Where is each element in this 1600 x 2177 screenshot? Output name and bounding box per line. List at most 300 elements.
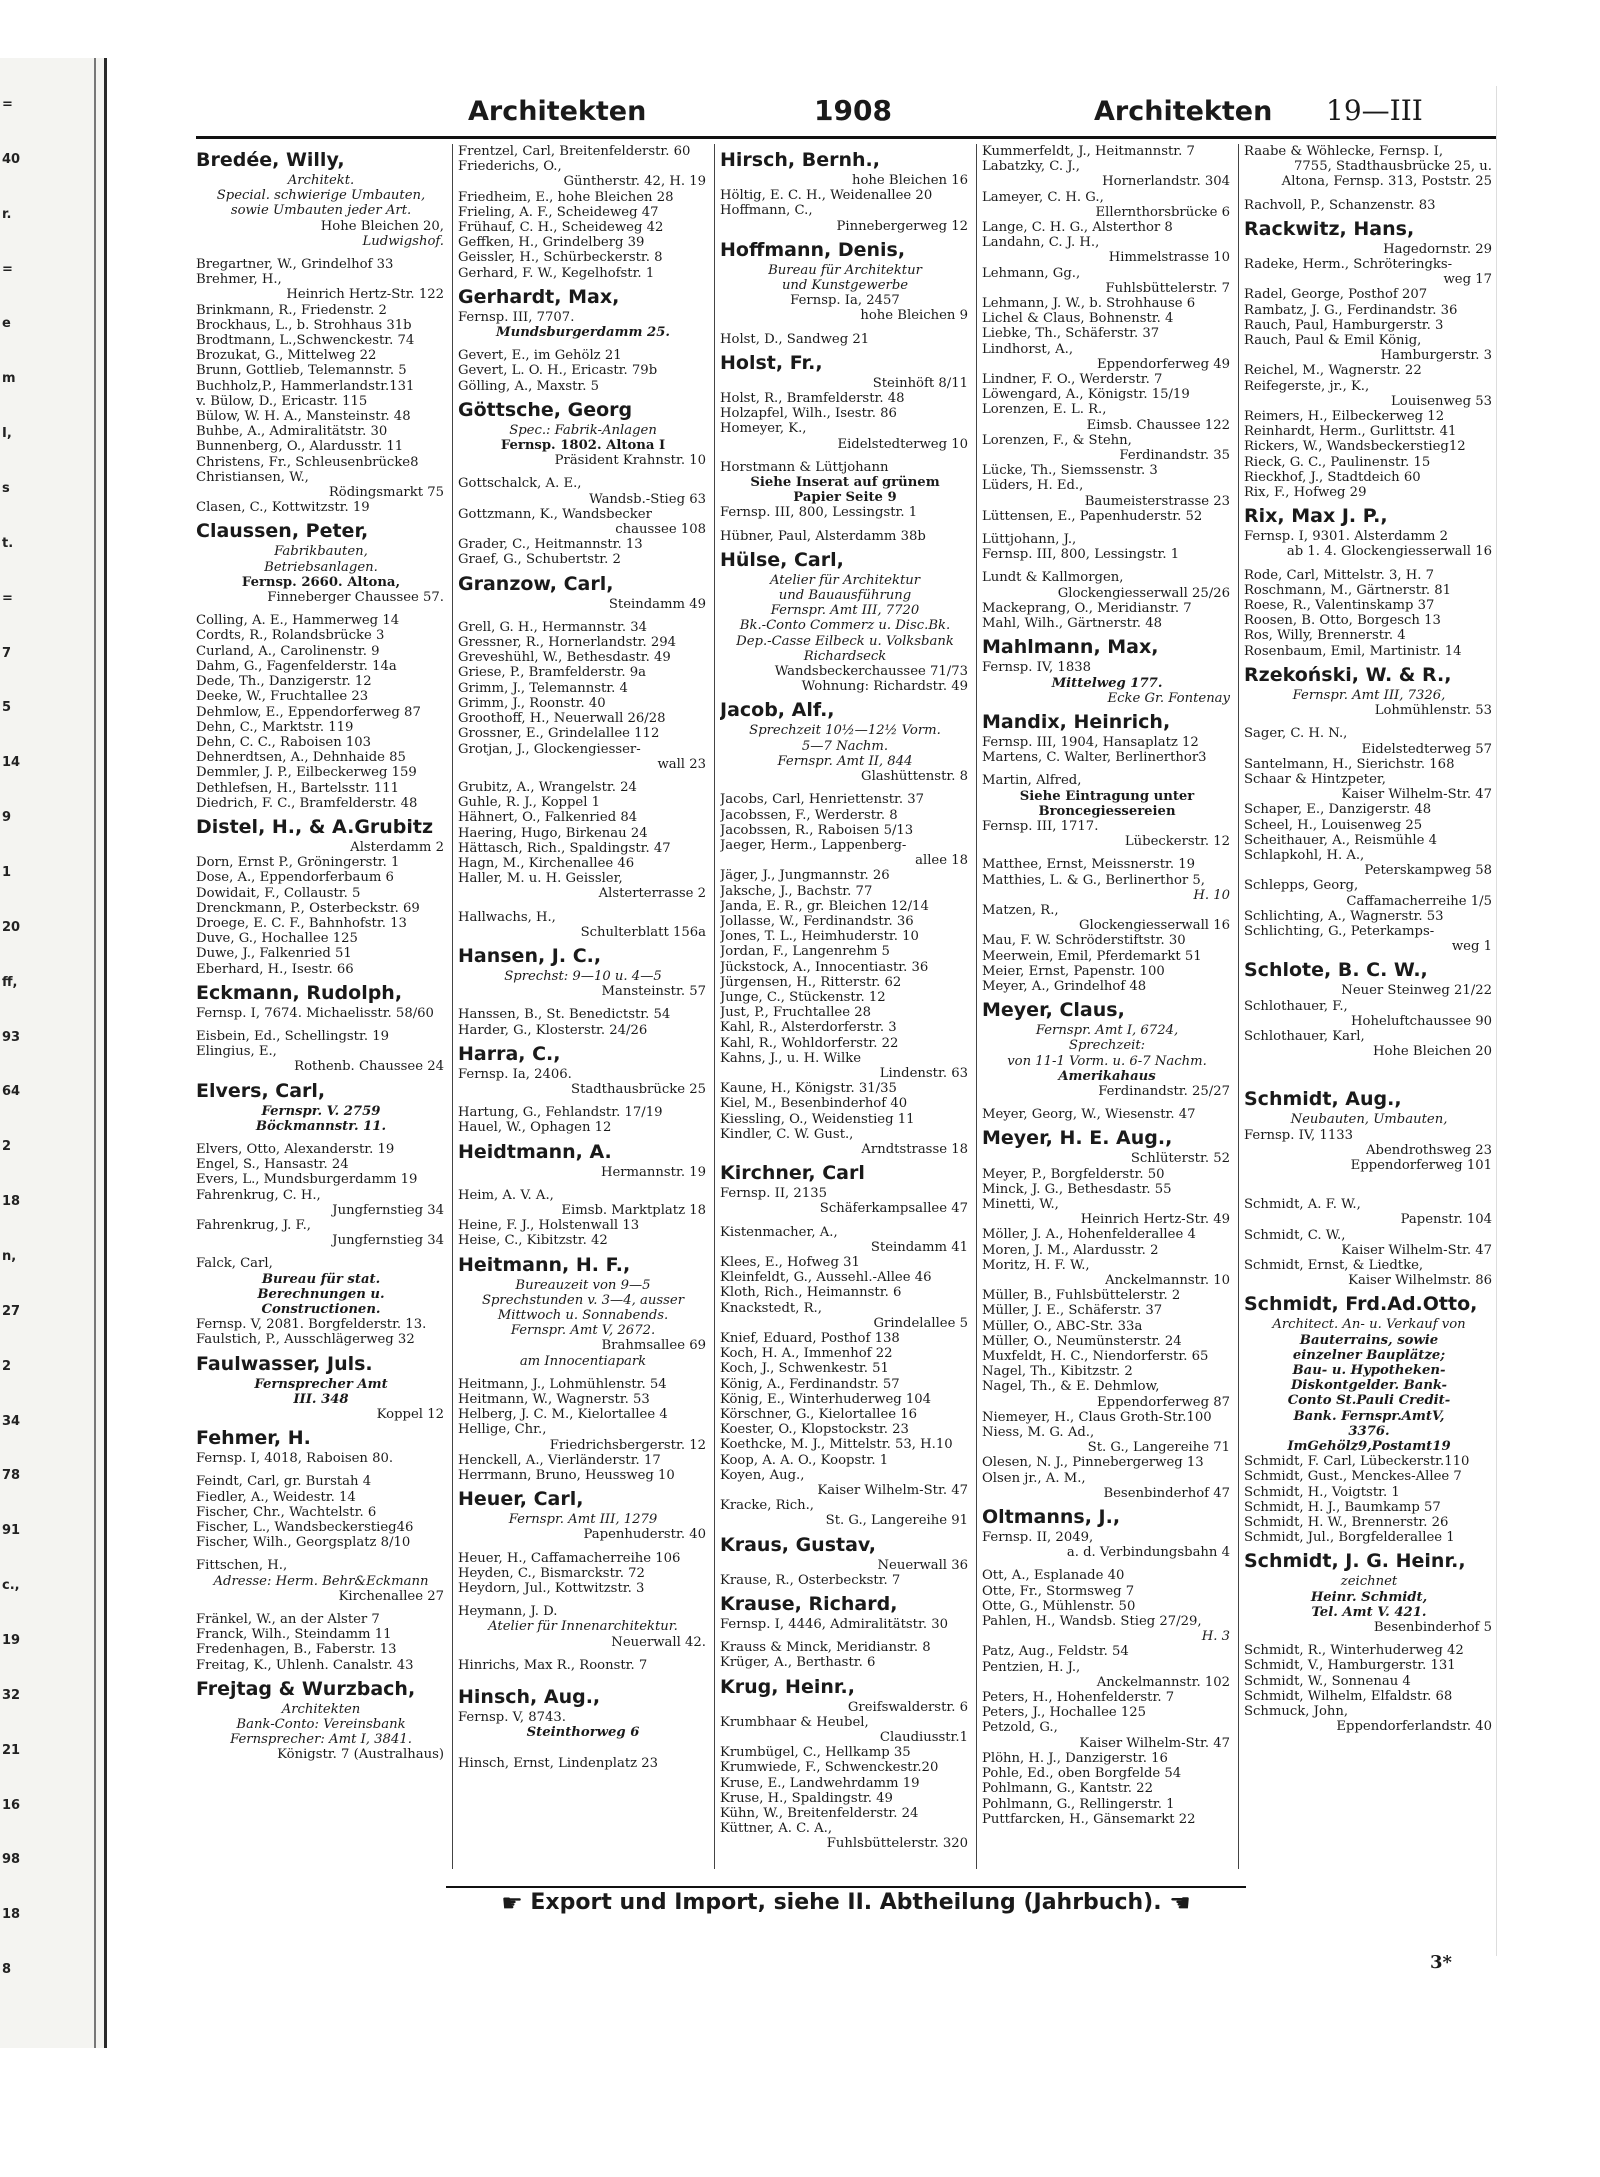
entry-spacer: [1244, 1173, 1494, 1181]
entry-line: Glockengiesserwall 16: [1078, 918, 1230, 934]
entry-line: Junge, C., Stückenstr. 12: [720, 989, 886, 1005]
column-divider: [1238, 144, 1239, 1869]
edge-mark: 91: [2, 1523, 21, 1539]
entry-line: Anckelmannstr. 102: [1096, 1674, 1230, 1690]
entry-line: Friedrichsbergerstr. 12: [549, 1437, 706, 1453]
entry-line: Pohlmann, G., Kantstr. 22: [982, 1781, 1153, 1797]
entry-line: Alsterterrasse 2: [598, 886, 706, 902]
entry-line: Heydorn, Jul., Kottwitzstr. 3: [458, 1581, 645, 1597]
entry-line: Lameyer, C. H. G.,: [982, 189, 1104, 205]
entry-line: Dep.-Casse Eilbeck u. Volksbank: [736, 633, 954, 649]
entry-line: Ellernthorsbrücke 6: [1095, 204, 1230, 220]
entry-line: Dehn, C. C., Raboisen 103: [196, 734, 372, 750]
entry-line: Kaiser Wilhelmstr. 86: [1348, 1273, 1492, 1289]
entry-line: Schaper, E., Danzigerstr. 48: [1244, 802, 1432, 818]
entry-heading: Mandix, Heinrich,: [982, 710, 1171, 733]
entry-line: Mau, F. W. Schröderstiftstr. 30: [982, 933, 1186, 949]
entry-spacer: [1244, 1075, 1494, 1083]
edge-mark: e: [2, 316, 11, 332]
entry-line: Groothoff, H., Neuerwall 26/28: [458, 711, 666, 727]
entry-line: Krause, R., Osterbeckstr. 7: [720, 1572, 901, 1588]
entry-line: Matthies, L. & G., Berlinerthor 5,: [982, 872, 1205, 888]
entry-line: Meyer, Georg, W., Wiesenstr. 47: [982, 1107, 1196, 1123]
page-header: [196, 86, 1496, 139]
entry-line: Broncegiessereien: [1038, 803, 1176, 819]
entry-heading: Kraus, Gustav,: [720, 1533, 876, 1556]
entry-line: Gottschalck, A. E.,: [458, 476, 582, 492]
entry-line: Fernsprecher: Amt I, 3841.: [230, 1732, 412, 1748]
entry-line: Koethcke, M. J., Mittelstr. 53, H.10: [720, 1437, 953, 1453]
entry-line: Dowidait, F., Collaustr. 5: [196, 885, 361, 901]
entry-line: Fernspr. V. 2759: [261, 1103, 381, 1119]
entry-line: Kiessling, O., Weidenstieg 11: [720, 1111, 915, 1127]
entry-line: Steinhöft 8/11: [872, 375, 968, 391]
edge-mark: 18: [2, 1907, 21, 1923]
entry-heading: Heuer, Carl,: [458, 1488, 584, 1511]
entry-line: Schmidt, Jul., Borgfelderallee 1: [1244, 1530, 1455, 1546]
entry-line: Schmidt, Gust., Menckes-Allee 7: [1244, 1469, 1462, 1485]
page-footer: [446, 1886, 1246, 1918]
entry-line: Lüttensen, E., Papenhuderstr. 52: [982, 508, 1203, 524]
entry-line: Haering, Hugo, Birkenau 24: [458, 825, 648, 841]
entry-line: Koch, J., Schwenkestr. 51: [720, 1361, 889, 1377]
entry-spacer: [196, 249, 446, 257]
entry-line: Arndtstrasse 18: [861, 1141, 968, 1157]
entry-line: Schmidt, A. F. W.,: [1244, 1197, 1361, 1213]
entry-line: Jordan, F., Langenrehm 5: [720, 944, 890, 960]
entry-line: Adresse: Herm. Behr&Eckmann: [213, 1573, 429, 1589]
entry-spacer: [1244, 1067, 1494, 1075]
entry-line: Christens, Fr., Schleusenbrücke8: [196, 454, 419, 470]
entry-line: Haller, M. u. H. Geissler,: [458, 871, 623, 887]
entry-line: Raabe & Wöhlecke, Fernsp. I,: [1244, 144, 1444, 159]
entry-spacer: [1244, 190, 1494, 198]
entry-line: Demmler, J. P., Eilbeckerweg 159: [196, 765, 417, 781]
entry-heading: Granzow, Carl,: [458, 572, 614, 595]
entry-heading: Hirsch, Bernh.,: [720, 149, 880, 171]
entry-spacer: [458, 1097, 708, 1105]
entry-spacer: [1244, 560, 1494, 568]
directory-columns: [196, 144, 1496, 1869]
entry-line: Krüger, A., Berthastr. 6: [720, 1655, 876, 1671]
entry-heading: Faulwasser, Juls.: [196, 1352, 373, 1375]
entry-line: Fränkel, W., an der Alster 7: [196, 1612, 380, 1628]
entry-line: Eppendorferlandstr. 40: [1336, 1719, 1492, 1735]
entry-line: Schlothauer, F.,: [1244, 998, 1348, 1014]
entry-spacer: [196, 1604, 446, 1612]
entry-line: Heise, C., Kibitzstr. 42: [458, 1233, 608, 1249]
entry-line: sowie Umbauten jeder Art.: [230, 203, 412, 219]
entry-line: Schlichting, A., Wagnerstr. 53: [1244, 908, 1444, 924]
entry-line: Heine, F. J., Holstenwall 13: [458, 1218, 640, 1234]
column-1: [196, 144, 446, 1869]
entry-line: Güntherstr. 42, H. 19: [563, 174, 706, 190]
entry-line: Wohnung: Richardstr. 49: [801, 679, 968, 695]
edge-mark: 9: [2, 810, 12, 826]
entry-line: Schaar & Hintzpeter,: [1244, 771, 1386, 787]
entry-line: Alsterdamm 2: [350, 839, 444, 855]
entry-line: Moritz, H. F. W.,: [982, 1257, 1090, 1273]
edge-mark: 32: [2, 1687, 21, 1703]
entry-line: Schmidt, C. W.,: [1244, 1227, 1346, 1243]
entry-spacer: [982, 1560, 1232, 1568]
entry-line: Fernsp. Ia, 2457: [790, 293, 900, 309]
entry-heading: Fehmer, H.: [196, 1427, 311, 1450]
entry-line: Graef, G., Schubertstr. 2: [458, 552, 621, 568]
entry-line: Rix, F., Hofweg 29: [1244, 485, 1367, 501]
entry-spacer: [458, 1543, 708, 1551]
entry-line: Ludwigshof.: [362, 233, 444, 249]
entry-line: Jungfernstieg 34: [332, 1233, 444, 1249]
entry-line: Brunn, Gottlieb, Telemannstr. 5: [196, 363, 407, 379]
entry-spacer: [458, 1740, 708, 1748]
entry-line: Deeke, W., Fruchtallee 23: [196, 689, 369, 705]
entry-line: Mundsburgerdamm 25.: [496, 325, 670, 341]
entry-line: Dorn, Ernst P., Gröningerstr. 1: [196, 855, 400, 871]
column-2: [458, 144, 708, 1869]
entry-line: Jacobssen, R., Raboisen 5/13: [720, 822, 914, 838]
entry-line: Schlothauer, Karl,: [1244, 1028, 1365, 1044]
entry-line: Fernsp. I, 4446, Admiralitätstr. 30: [720, 1617, 948, 1633]
entry-line: Fernsp. III, 800, Lessingstr. 1: [720, 505, 918, 521]
entry-line: Hohe Bleichen 20,: [320, 218, 444, 234]
entry-line: Schmuck, John,: [1244, 1704, 1349, 1720]
entry-line: Mittwoch u. Sonnabends.: [497, 1307, 669, 1323]
entry-line: Koppel 12: [376, 1407, 444, 1423]
entry-line: Martin, Alfred,: [982, 773, 1082, 789]
entry-line: Duwe, J., Falkenried 51: [196, 946, 352, 962]
entry-line: Roosen, B. Otto, Borgesch 13: [1244, 613, 1441, 629]
entry-heading: Hinsch, Aug.,: [458, 1686, 601, 1709]
entry-line: Fernspr. Amt III, 7720: [770, 603, 920, 619]
entry-line: Hinsch, Ernst, Lindenplatz 23: [458, 1756, 659, 1772]
entry-line: Heitmann, W., Wagnerstr. 53: [458, 1392, 650, 1407]
entry-line: Siehe Eintragung unter: [1019, 788, 1195, 804]
entry-line: Otte, G., Mühlenstr. 50: [982, 1598, 1136, 1614]
entry-line: Engel, S., Hansastr. 24: [196, 1157, 349, 1173]
entry-heading: Frejtag & Wurzbach,: [196, 1677, 416, 1700]
entry-line: Pinnebergerweg 12: [836, 218, 968, 234]
entry-line: Möller, J. A., Hohenfelderallee 4: [982, 1227, 1196, 1243]
entry-spacer: [982, 1099, 1232, 1107]
entry-line: Küttner, A. C. A.,: [720, 1821, 833, 1837]
column-divider: [976, 144, 977, 1869]
entry-line: Rauch, Paul & Emil König,: [1244, 333, 1422, 349]
entry-line: 3376.: [1348, 1423, 1390, 1439]
entry-line: Neubauten, Umbauten,: [1290, 1112, 1448, 1128]
entry-spacer: [458, 902, 708, 910]
entry-line: Evers, L., Mundsburgerdamm 19: [196, 1172, 418, 1188]
entry-line: Schlepps, Georg,: [1244, 878, 1359, 894]
entry-heading: Krause, Richard,: [720, 1593, 898, 1616]
entry-line: Spec.: Fabrik-Anlagen: [509, 422, 657, 438]
entry-line: Horstmann & Lüttjohann: [720, 459, 889, 475]
header-year: 1908: [814, 94, 892, 127]
entry-heading: Bredée, Willy,: [196, 149, 345, 171]
entry-line: Reifegerste, jr., K.,: [1244, 378, 1370, 394]
entry-line: Glashüttenstr. 8: [861, 769, 968, 785]
entry-line: und Kunstgewerbe: [781, 278, 909, 294]
entry-line: Lindhorst, A.,: [982, 341, 1074, 357]
entry-line: Gerhard, F. W., Kegelhofstr. 1: [458, 265, 655, 281]
entry-heading: Kirchner, Carl: [720, 1162, 865, 1185]
entry-line: Jungfernstieg 34: [332, 1202, 444, 1218]
entry-spacer: [196, 605, 446, 613]
entry-line: Fahrenkrug, C. H.,: [196, 1187, 321, 1203]
entry-line: Lüders, H. Ed.,: [982, 478, 1084, 494]
entry-line: Fiedler, A., Weidestr. 14: [196, 1489, 356, 1505]
entry-line: Reichel, M., Wagnerstr. 22: [1244, 363, 1422, 379]
entry-line: Fernsp. III, 1904, Hansaplatz 12: [982, 734, 1199, 750]
entry-line: Fuhlsbüttelerstr. 320: [826, 1836, 968, 1852]
entry-line: Fernsp. I, 4018, Raboisen 80.: [196, 1451, 394, 1467]
entry-line: Niemeyer, H., Claus Groth-Str.100: [982, 1409, 1212, 1425]
entry-line: Krauss & Minck, Meridianstr. 8: [720, 1640, 931, 1656]
entry-line: Puttfarcken, H., Gänsemarkt 22: [982, 1811, 1196, 1827]
entry-line: Grubitz, A., Wrangelstr. 24: [458, 779, 637, 795]
entry-line: Hübner, Paul, Alsterdamm 38b: [720, 528, 926, 544]
entry-line: Curland, A., Carolinenstr. 9: [196, 643, 380, 659]
entry-line: wall 23: [657, 756, 706, 772]
entry-line: Löwengard, A., Königstr. 15/19: [982, 387, 1190, 403]
entry-spacer: [720, 521, 970, 529]
entry-line: Holst, R., Bramfelderstr. 48: [720, 391, 905, 407]
edge-mark: =: [2, 261, 13, 277]
entry-spacer: [458, 1748, 708, 1756]
edge-mark: 40: [2, 151, 21, 167]
edge-mark: 1: [2, 865, 12, 880]
entry-line: Fernsp. IV, 1838: [982, 660, 1091, 676]
edge-mark: 64: [2, 1084, 21, 1100]
entry-line: Mahl, Wilh., Gärtnerstr. 48: [982, 616, 1162, 632]
entry-line: und Bauausführung: [778, 588, 912, 604]
entry-line: hohe Bleichen 16: [851, 173, 968, 188]
entry-line: Nagel, Th., Kibitzstr. 2: [982, 1364, 1133, 1380]
entry-line: Sprechst: 9—10 u. 4—5: [504, 968, 662, 984]
entry-line: Friedheim, E., hohe Bleichen 28: [458, 189, 674, 205]
entry-line: Architekten: [281, 1701, 361, 1717]
entry-line: Friederichs, O.,: [458, 159, 562, 175]
entry-line: Peters, J., Hochallee 125: [982, 1705, 1147, 1721]
entry-line: Schulterblatt 156a: [580, 924, 706, 940]
entry-line: Fuhlsbüttelerstr. 7: [1105, 280, 1230, 296]
entry-line: Jacobs, Carl, Henriettenstr. 37: [720, 792, 925, 808]
entry-line: Neuer Steinweg 21/22: [1341, 983, 1492, 999]
entry-spacer: [196, 1550, 446, 1558]
entry-spacer: [458, 999, 708, 1007]
entry-line: Schmidt, W., Sonnenau 4: [1244, 1673, 1411, 1689]
entry-heading: Rzekoński, W. & R.,: [1244, 663, 1452, 686]
entry-line: Knief, Eduard, Posthof 138: [720, 1331, 900, 1346]
entry-line: Radel, George, Posthof 207: [1244, 287, 1428, 303]
entry-line: Patz, Aug., Feldstr. 54: [982, 1644, 1129, 1660]
entry-line: H. 10: [1193, 887, 1230, 903]
entry-line: Heim, A. V. A.,: [458, 1187, 554, 1203]
entry-line: Olesen, N. J., Pinnebergerweg 13: [982, 1455, 1204, 1471]
entry-line: Krumbügel, C., Hellkamp 35: [720, 1745, 911, 1761]
edge-mark: s: [2, 481, 10, 496]
entry-line: Jaeger, Herm., Lappenberg-: [720, 837, 907, 853]
entry-spacer: [458, 1369, 708, 1377]
entry-line: Fernsp. I, 9301. Alsterdamm 2: [1244, 529, 1448, 545]
edge-mark: c.,: [2, 1578, 20, 1594]
entry-line: Ferdinandstr. 25/27: [1098, 1083, 1230, 1099]
entry-line: Bureau für Architektur: [768, 262, 922, 278]
entry-line: Rieck, G. C., Paulinenstr. 15: [1244, 454, 1431, 470]
footer-note: Export und Import, siehe II. Abtheilung (Jahrbuch).: [530, 1890, 1162, 1915]
entry-line: Hermannstr. 19: [600, 1164, 706, 1180]
entry-line: allee 18: [915, 853, 968, 869]
entry-line: Brodtmann, L.,Schwenckestr. 74: [196, 333, 415, 349]
entry-line: von 11-1 Vorm. u. 6-7 Nachm.: [1007, 1053, 1207, 1069]
entry-heading: Schmidt, J. G. Heinr.,: [1244, 1550, 1466, 1573]
entry-heading: Harra, C.,: [458, 1042, 561, 1065]
entry-line: Schmidt, Wilhelm, Elfaldstr. 68: [1244, 1688, 1453, 1704]
entry-spacer: [196, 1021, 446, 1029]
entry-line: Janda, E. R., gr. Bleichen 12/14: [720, 898, 929, 914]
entry-spacer: [458, 612, 708, 620]
entry-line: Rachvoll, P., Schanzenstr. 83: [1244, 197, 1436, 213]
entry-line: Pohlmann, G., Rellingerstr. 1: [982, 1796, 1175, 1812]
entry-spacer: [720, 452, 970, 460]
entry-line: Holst, D., Sandweg 21: [720, 331, 870, 347]
entry-line: Gevert, L. O. H., Ericastr. 79b: [458, 363, 658, 379]
entry-spacer: [458, 1650, 708, 1658]
entry-line: Fernsp. I, 7674. Michaelisstr. 58/60: [196, 1005, 434, 1021]
entry-line: Moren, J. M., Alardusstr. 2: [982, 1242, 1159, 1258]
facing-page-strip: [0, 58, 107, 2048]
entry-line: Frentzel, Carl, Breitenfelderstr. 60: [458, 144, 691, 159]
entry-line: Colling, A. E., Hammerweg 14: [196, 613, 400, 629]
edge-mark: ff,: [2, 974, 18, 990]
entry-line: Fischer, Chr., Wachtelstr. 6: [196, 1504, 377, 1520]
entry-line: Bregartner, W., Grindelhof 33: [196, 257, 394, 273]
entry-line: v. Bülow, D., Ericastr. 115: [196, 393, 368, 409]
entry-spacer: [458, 1596, 708, 1604]
entry-line: Fernsprecher Amt: [254, 1376, 388, 1392]
entry-line: Kaune, H., Königstr. 31/35: [720, 1081, 897, 1097]
entry-line: Mittelweg 177.: [1051, 675, 1163, 691]
entry-line: Stadthausbrücke 25: [571, 1081, 706, 1097]
entry-line: Glockengiesserwall 25/26: [1057, 585, 1230, 601]
entry-line: Fernsp. V, 2081. Borgfelderstr. 13.: [196, 1317, 427, 1333]
entry-line: Müller, O., Neumünsterstr. 24: [982, 1333, 1182, 1349]
gutter-rule: [94, 58, 96, 2048]
column-5: [1244, 144, 1494, 1869]
header-page-number: 19—III: [1326, 94, 1423, 127]
edge-mark: 98: [2, 1852, 21, 1868]
edge-mark: =: [2, 590, 13, 606]
entry-line: Kloth, Rich., Heimannstr. 6: [720, 1285, 902, 1301]
entry-line: Lindenstr. 63: [879, 1065, 968, 1081]
entry-line: chaussee 108: [615, 522, 706, 538]
entry-line: Claudiusstr.1: [879, 1730, 968, 1746]
entry-line: Harder, G., Klosterstr. 24/26: [458, 1022, 648, 1038]
entry-line: Ros, Willy, Brennerstr. 4: [1244, 628, 1406, 644]
entry-line: 5—7 Nachm.: [801, 738, 889, 754]
entry-line: III. 348: [293, 1391, 349, 1407]
entry-line: Fernsp. Ia, 2406.: [458, 1066, 572, 1082]
edge-mark: 27: [2, 1303, 21, 1319]
entry-line: ab 1. 4. Glockengiesserwall 16: [1286, 544, 1492, 560]
entry-line: Griese, P., Bramfelderstr. 9a: [458, 665, 646, 681]
entry-line: Rosenbaum, Emil, Martinistr. 14: [1244, 643, 1462, 659]
entry-spacer: [458, 1180, 708, 1188]
entry-line: Bank. Fernspr.AmtV,: [1293, 1408, 1445, 1424]
entry-line: Brozukat, G., Mittelweg 22: [196, 348, 377, 364]
entry-line: Lüttjohann, J.,: [982, 532, 1077, 548]
entry-heading: Göttsche, Georg: [458, 398, 633, 421]
entry-line: Grossner, E., Grindelallee 112: [458, 726, 660, 742]
entry-line: Minck, J. G., Bethesdastr. 55: [982, 1181, 1172, 1197]
entry-line: Heyden, C., Bismarckstr. 72: [458, 1565, 645, 1581]
entry-line: Fernsp. III, 800, Lessingstr. 1: [982, 547, 1180, 563]
entry-line: Caffamacherreihe 1/5: [1346, 893, 1492, 909]
entry-line: Just, P., Fruchtallee 28: [720, 1005, 872, 1021]
entry-line: Steindamm 41: [870, 1239, 968, 1255]
entry-heading: Hülse, Carl,: [720, 548, 844, 571]
entry-spacer: [196, 1248, 446, 1256]
entry-line: Herrmann, Bruno, Heussweg 10: [458, 1468, 675, 1484]
entry-line: Hallwachs, H.,: [458, 909, 556, 925]
entry-line: Eppendorferweg 101: [1350, 1157, 1492, 1173]
entry-spacer: [720, 1217, 970, 1225]
entry-line: Eidelstedterweg 57: [1361, 741, 1492, 757]
entry-line: Eisbein, Ed., Schellingstr. 19: [196, 1028, 389, 1044]
entry-line: Dehnerdtsen, A., Dehnhaide 85: [196, 750, 406, 766]
edge-mark: =: [2, 97, 13, 112]
entry-line: Rode, Carl, Mittelstr. 3, H. 7: [1244, 567, 1435, 583]
entry-line: Freitag, K., Uhlenh. Canalstr. 43: [196, 1657, 414, 1673]
entry-spacer: [720, 324, 970, 332]
entry-line: Elingius, E.,: [196, 1044, 277, 1060]
entry-line: Lichel & Claus, Bohnenstr. 4: [982, 311, 1174, 327]
entry-line: Buhbe, A., Admiralitätstr. 30: [196, 424, 388, 440]
entry-line: Neuerwall 42.: [611, 1634, 706, 1650]
entry-spacer: [458, 772, 708, 780]
entry-line: Jückstock, A., Innocentiastr. 36: [720, 959, 929, 975]
entry-line: Dehn, C., Marktstr. 119: [196, 719, 354, 735]
entry-heading: Holst, Fr.,: [720, 351, 823, 374]
entry-spacer: [982, 765, 1232, 773]
entry-line: Schlichting, G., Peterkamps-: [1244, 923, 1435, 939]
entry-heading: Schlote, B. C. W.,: [1244, 959, 1428, 982]
entry-line: Ecke Gr. Fontenay: [1107, 690, 1230, 706]
entry-line: Louisenweg 53: [1391, 393, 1492, 409]
entry-line: Jäger, J., Jungmannstr. 26: [720, 868, 890, 884]
entry-line: Berechnungen u.: [257, 1286, 385, 1302]
entry-line: Fernsp. III, 7707.: [458, 309, 575, 325]
entry-line: Bureauzeit von 9—5: [515, 1277, 651, 1293]
entry-heading: Heitmann, H. F.,: [458, 1253, 631, 1276]
entry-line: Heuer, H., Caffamacherreihe 106: [458, 1550, 681, 1566]
entry-line: Eimsb. Marktplatz 18: [561, 1202, 706, 1218]
entry-line: Geffken, H., Grindelberg 39: [458, 235, 645, 251]
entry-line: Bauterrains, sowie: [1299, 1332, 1439, 1348]
entry-line: Elvers, Otto, Alexanderstr. 19: [196, 1141, 395, 1157]
entry-line: Sprechzeit 10½—12½ Vorm.: [749, 723, 941, 739]
entry-spacer: [720, 1632, 970, 1640]
entry-line: Mansteinstr. 57: [601, 984, 706, 1000]
entry-line: Präsident Krahnstr. 10: [554, 453, 706, 469]
entry-line: Kirchenallee 27: [338, 1588, 444, 1604]
entry-line: Matthee, Ernst, Meissnerstr. 19: [982, 857, 1196, 873]
entry-line: Hagn, M., Kirchenallee 46: [458, 855, 635, 871]
entry-line: Pentzien, H. J.,: [982, 1659, 1081, 1675]
entry-spacer: [1244, 1189, 1494, 1197]
entry-line: weg 1: [1451, 939, 1492, 955]
edge-mark: 2: [2, 1139, 12, 1155]
